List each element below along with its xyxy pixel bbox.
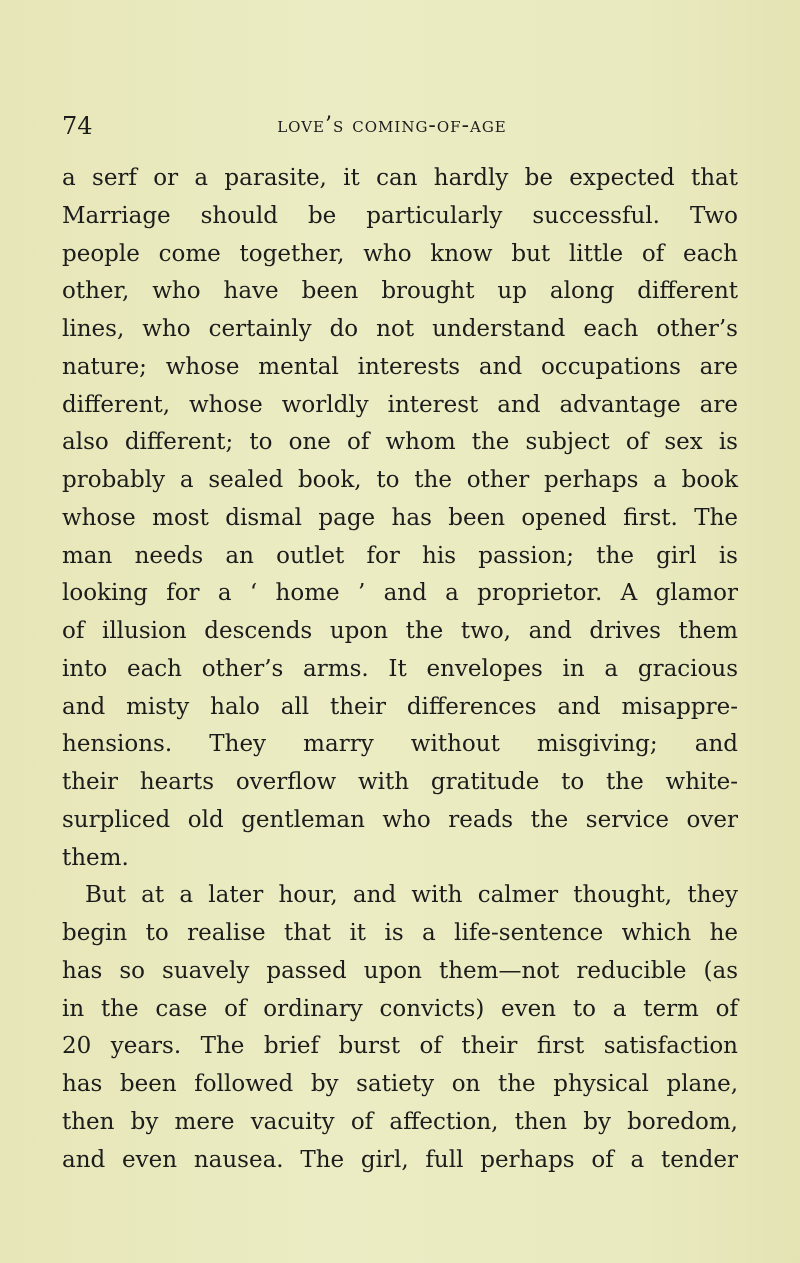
body-text — [62, 160, 738, 1179]
text-line: surpliced old gentleman who reads the service over — [62, 806, 738, 833]
text-line: in the case of ordinary convicts) even to a term of — [62, 995, 738, 1022]
text-line: probably a sealed book, to the other perhaps a book — [62, 467, 738, 493]
text-line: them. — [62, 844, 129, 871]
text-line: has so suavely passed upon them—not reducible (as — [62, 957, 738, 984]
text-line: But at a later hour, and with calmer thought, they — [85, 882, 738, 909]
text-line: and even nausea. The girl, full perhaps of a tender — [62, 1146, 738, 1173]
text-line: also different; to one of whom the subject of sex is — [62, 429, 738, 456]
text-line: of illusion descends upon the two, and drives them — [62, 618, 738, 644]
text-line: nature; whose mental interests and occupations are — [62, 353, 738, 380]
text-line: man needs an outlet for his passion; the girl is — [62, 542, 738, 569]
text-line: whose most dismal page has been opened first. The — [62, 504, 738, 531]
running-head — [62, 110, 722, 142]
text-line: other, who have been brought up along different — [62, 278, 738, 305]
text-line: then by mere vacuity of affection, then by boredom, — [62, 1108, 738, 1135]
text-line: looking for a ‘ home ’ and a proprietor. A glamor — [62, 580, 738, 607]
text-line: lines, who certainly do not understand each other’s — [62, 316, 738, 342]
page-number: 74 — [62, 112, 93, 140]
text-line: begin to realise that it is a life-sentence which he — [62, 920, 738, 946]
text-line: and misty halo all their differences and misappre- — [62, 693, 738, 720]
page-header — [62, 110, 722, 150]
text-line: different, whose worldly interest and advantage are — [62, 391, 738, 418]
text-line: their hearts overflow with gratitude to the white- — [62, 769, 738, 795]
text-line: 20 years. The brief burst of their first satisfaction — [62, 1033, 738, 1060]
running-head-title: love’s coming-of-age — [277, 113, 507, 138]
text-line: a serf or a parasite, it can hardly be expected that — [62, 165, 738, 191]
text-line: has been followed by satiety on the physical plane, — [62, 1071, 738, 1097]
text-line: Marriage should be particularly successful. Two — [62, 202, 738, 229]
text-line: hensions. They marry without misgiving; and — [62, 731, 738, 758]
text-line: into each other’s arms. It envelopes in a gracious — [62, 655, 738, 682]
text-line: people come together, who know but little of each — [62, 240, 738, 267]
